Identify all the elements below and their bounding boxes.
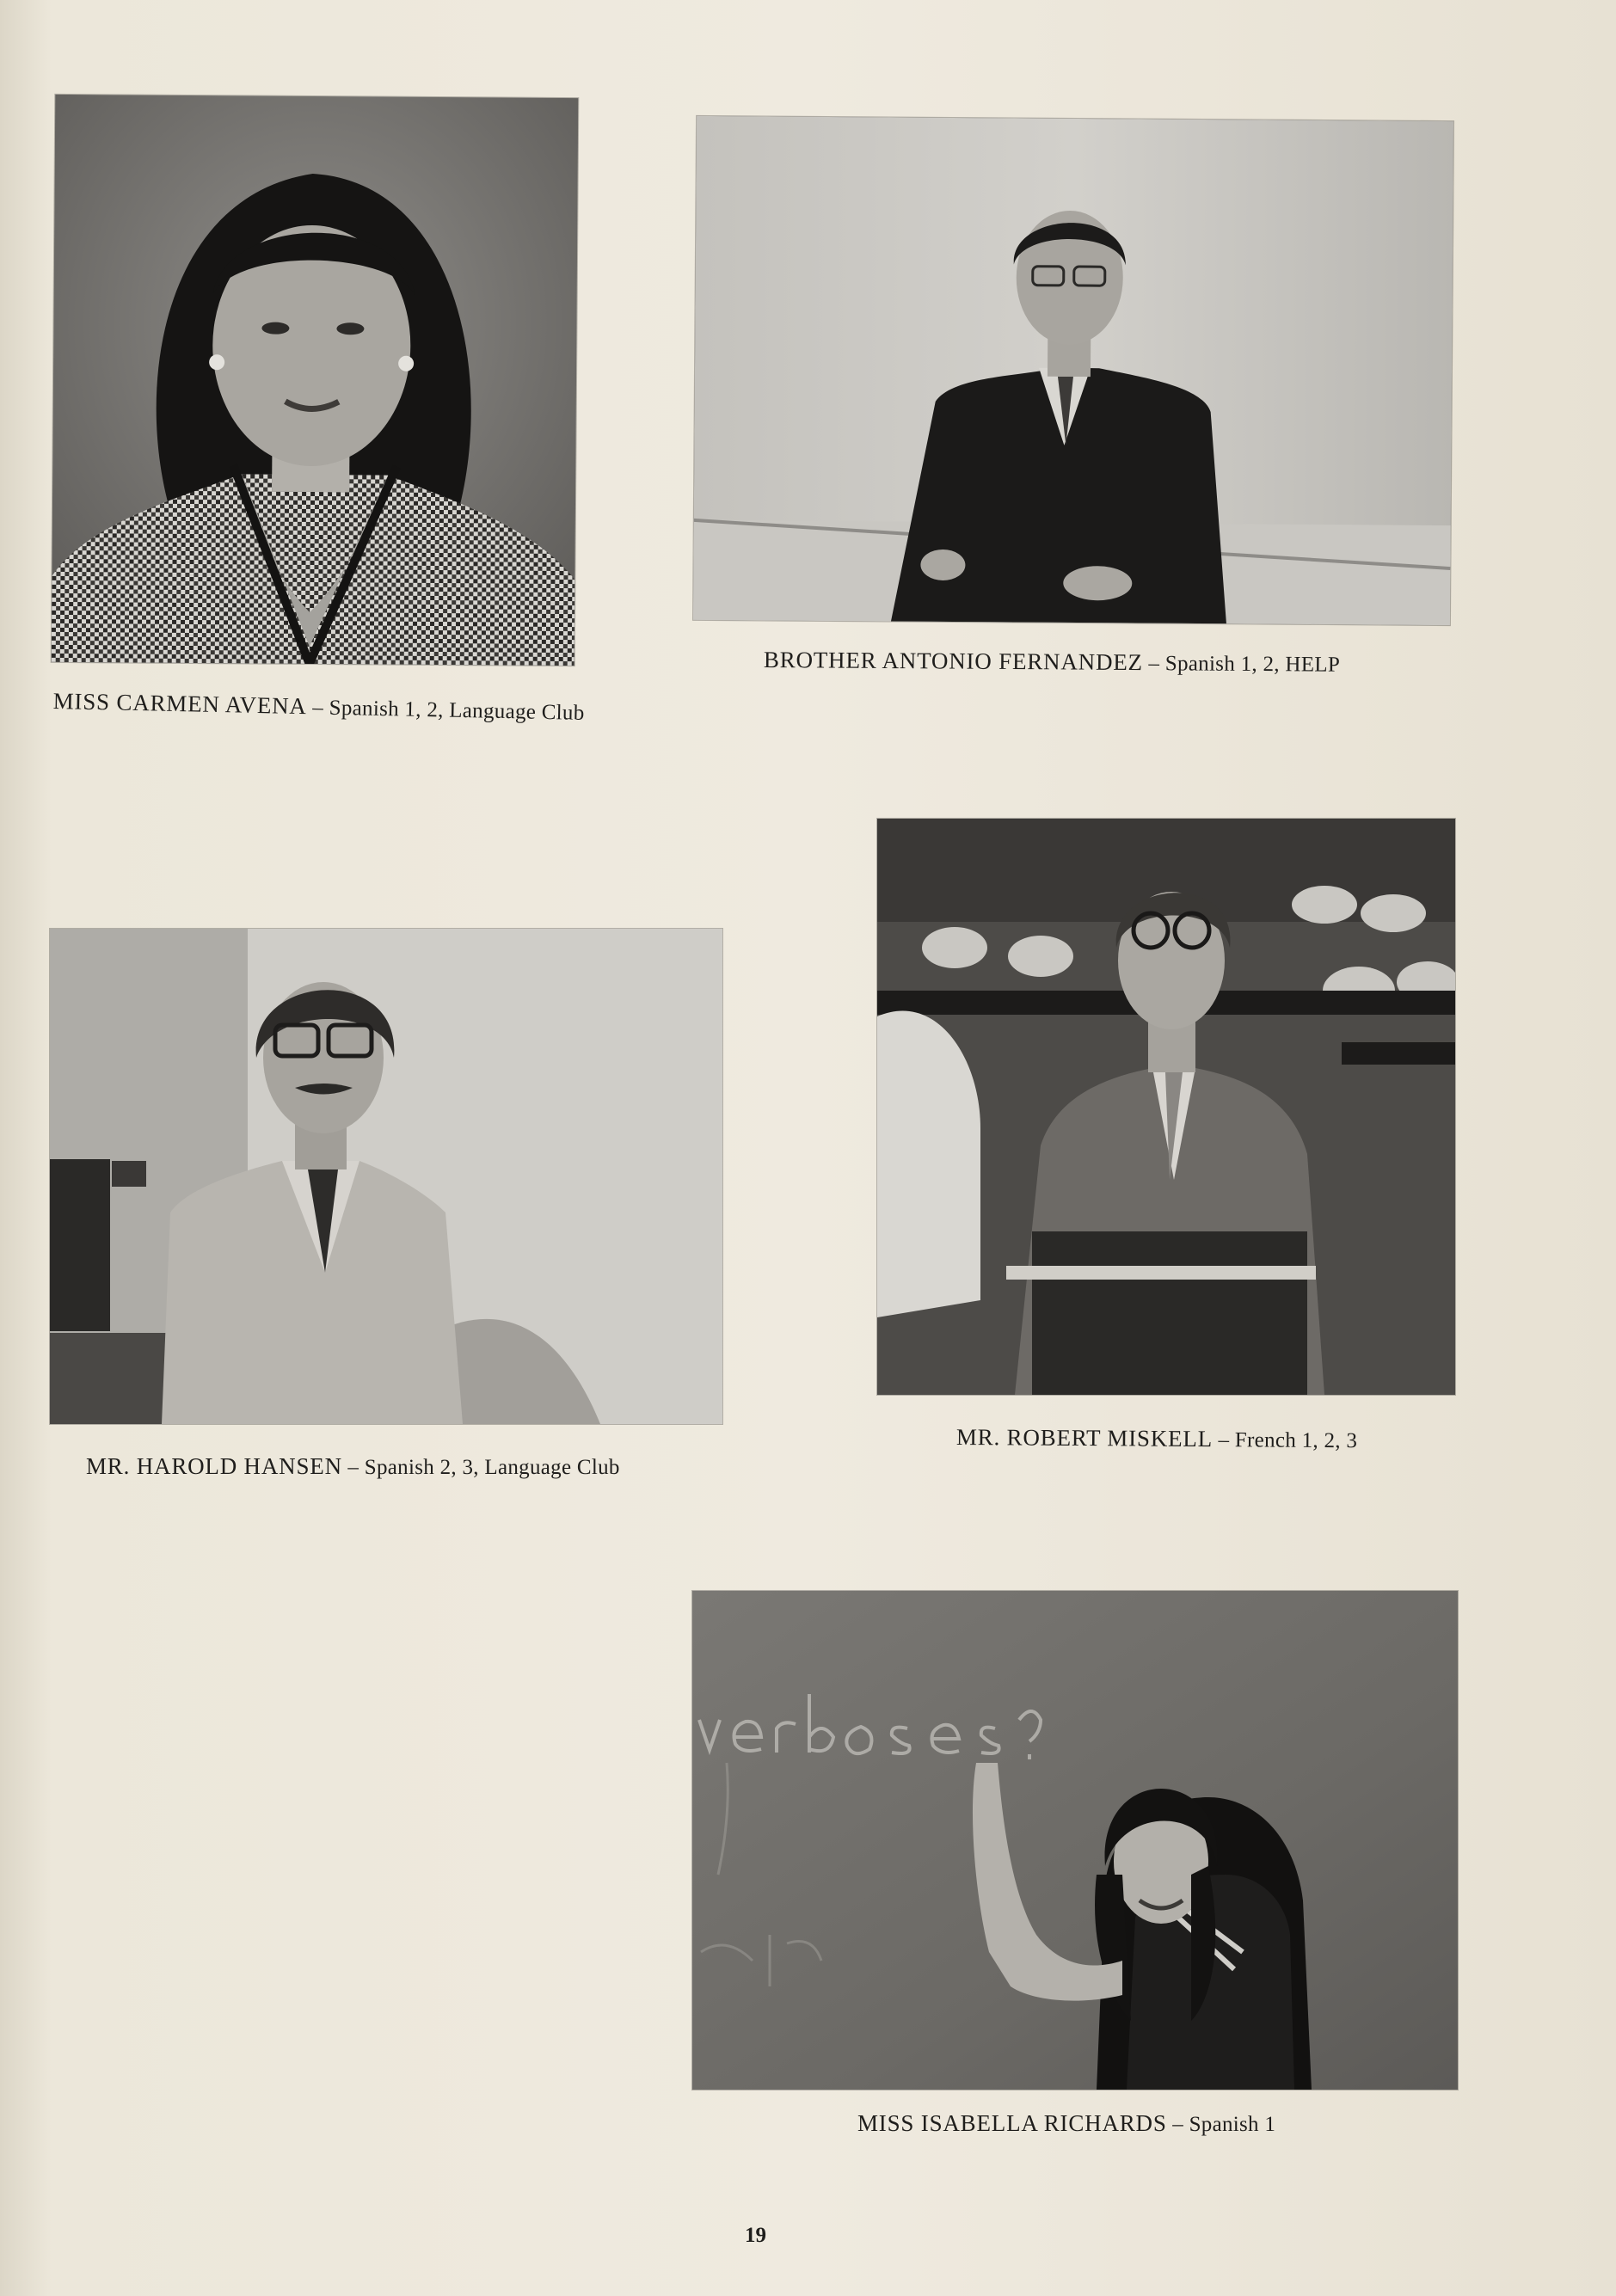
faculty-subjects: Spanish 1 [1189,2113,1276,2136]
faculty-name: MISS ISABELLA RICHARDS [857,2110,1167,2136]
page-number: 19 [745,2224,766,2247]
faculty-subjects: Spanish 2, 3, Language Club [364,1456,620,1479]
caption-antonio-fernandez: BROTHER ANTONIO FERNANDEZ – Spanish 1, 2, HELP [763,647,1341,677]
faculty-subjects: French 1, 2, 3 [1234,1428,1358,1453]
faculty-name: MR. HAROLD HANSEN [86,1453,342,1479]
caption-carmen-avena: MISS CARMEN AVENA – Spanish 1, 2, Language Club [52,688,585,725]
caption-isabella-richards: MISS ISABELLA RICHARDS – Spanish 1 [857,2110,1276,2136]
photo-isabella-richards [692,1591,1458,2090]
caption-robert-miskell: MR. ROBERT MISKELL – French 1, 2, 3 [955,1424,1358,1453]
faculty-subjects: Spanish 1, 2, HELP [1164,652,1341,677]
faculty-subjects: Spanish 1, 2, Language Club [329,696,585,725]
photo-carmen-avena [52,95,579,666]
photo-antonio-fernandez [693,116,1453,625]
photo-harold-hansen [50,929,722,1424]
faculty-name: BROTHER ANTONIO FERNANDEZ [763,647,1144,676]
faculty-name: MR. ROBERT MISKELL [955,1424,1214,1452]
caption-harold-hansen: MR. HAROLD HANSEN – Spanish 2, 3, Language Club [86,1453,620,1479]
photo-robert-miskell [877,819,1455,1395]
faculty-name: MISS CARMEN AVENA [52,688,308,720]
